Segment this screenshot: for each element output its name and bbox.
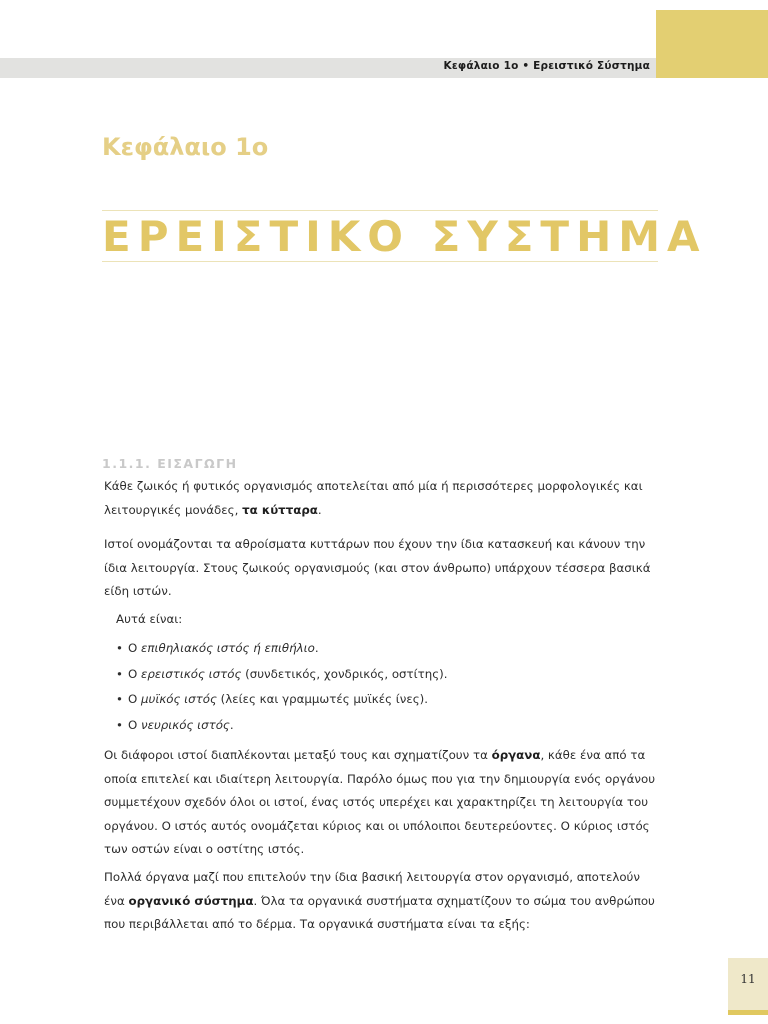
bullet-icon: • bbox=[116, 641, 123, 655]
list-item bbox=[116, 662, 447, 688]
list-item-prefix: Ο bbox=[127, 717, 142, 732]
list-item-prefix: Ο bbox=[127, 666, 142, 681]
list-item bbox=[116, 713, 447, 739]
p4-bold: οργανικό σύστημα bbox=[128, 893, 254, 908]
list-item-suffix: . bbox=[229, 717, 234, 732]
bullet-icon: • bbox=[116, 666, 123, 681]
tissue-list bbox=[116, 636, 447, 738]
list-item bbox=[116, 636, 447, 662]
p3-text-b: , κάθε ένα από τα οποία επιτελεί και ιδιαίτερη λειτουργία. Παρόλο όμως που για την δημιουργία ενός οργάνου συμμετέχουν σχεδόν όλοι οι ιστοί, ένας ιστός υπερέχει και χαρακτηρίζει τη λειτουργία του οργάνου. Ο ιστός αυτός ονομάζεται κύριος και οι υπόλοιποι δευτερεύοντες. Ο κύριος ιστός των οστών είναι ο οστίτης ιστός. bbox=[104, 748, 656, 856]
paragraph-intro bbox=[104, 475, 662, 522]
p4-text-a: Πολλά όργανα μαζί που επιτελούν την ίδια βασική λειτουργία στον οργανισμό, αποτελούν ένα bbox=[104, 870, 640, 908]
list-item-suffix: (συνδετικός, χονδρικός, οστίτης). bbox=[241, 666, 448, 681]
page-number: 11 bbox=[740, 972, 756, 986]
p3-bold: όργανα bbox=[491, 748, 541, 762]
paragraph-tissues: Ιστοί ονομάζονται τα αθροίσματα κυττάρων που έχουν την ίδια κατασκευή και κάνουν την ίδια λειτουργία. Στους ζωικούς οργανισμούς (και στον άνθρωπο) υπάρχουν τέσσερα βασικά είδη ιστών. bbox=[104, 537, 651, 598]
p3-text-a: Οι διάφοροι ιστοί διαπλέκονται μεταξύ τους και σχηματίζουν τα bbox=[104, 748, 492, 762]
running-header: Κεφάλαιο 1ο • Ερειστικό Σύστημα bbox=[443, 60, 650, 72]
list-item-prefix: Ο bbox=[127, 692, 142, 706]
chapter-label: Κεφάλαιο 1ο bbox=[102, 133, 269, 161]
bullet-icon: • bbox=[116, 692, 123, 706]
list-item-term: μυϊκός ιστός bbox=[141, 692, 217, 706]
header-accent-block bbox=[656, 10, 768, 78]
p1-text: Κάθε ζωικός ή φυτικός οργανισμός αποτελείται από μία ή περισσότερες μορφολογικές και λειτουργικές μονάδες, bbox=[104, 479, 643, 517]
paragraph-systems bbox=[104, 866, 662, 937]
list-item bbox=[116, 687, 447, 713]
p1-bold: τα κύτταρα bbox=[242, 502, 318, 517]
list-intro: Αυτά είναι: bbox=[116, 612, 183, 626]
p4-text-b: . Όλα τα οργανικά συστήματα σχηματίζουν το σώμα του ανθρώπου που περιβάλλεται από το δέρμα. Τα οργανικά συστήματα είναι τα εξής: bbox=[104, 893, 655, 931]
bullet-icon: • bbox=[116, 717, 123, 732]
list-item-suffix: . bbox=[314, 641, 319, 655]
title-rule-bottom bbox=[102, 261, 658, 262]
list-item-term: νευρικός ιστός bbox=[141, 717, 230, 732]
p1-end: . bbox=[317, 502, 322, 517]
title-rule-top bbox=[102, 210, 658, 211]
list-item-suffix: (λείες και γραμμωτές μυϊκές ίνες). bbox=[216, 692, 428, 706]
list-item-term: επιθηλιακός ιστός ή επιθήλιο bbox=[141, 641, 315, 655]
section-heading: 1.1.1. ΕΙΣΑΓΩΓΗ bbox=[102, 456, 238, 471]
paragraph-organs bbox=[104, 744, 662, 862]
header-band bbox=[0, 58, 768, 78]
page-number-accent bbox=[728, 1010, 768, 1015]
list-item-prefix: Ο bbox=[127, 641, 142, 655]
list-item-term: ερειστικός ιστός bbox=[141, 666, 242, 681]
chapter-title: ΕΡΕΙΣΤΙΚΟ ΣΥΣΤΗΜΑ bbox=[102, 212, 707, 261]
